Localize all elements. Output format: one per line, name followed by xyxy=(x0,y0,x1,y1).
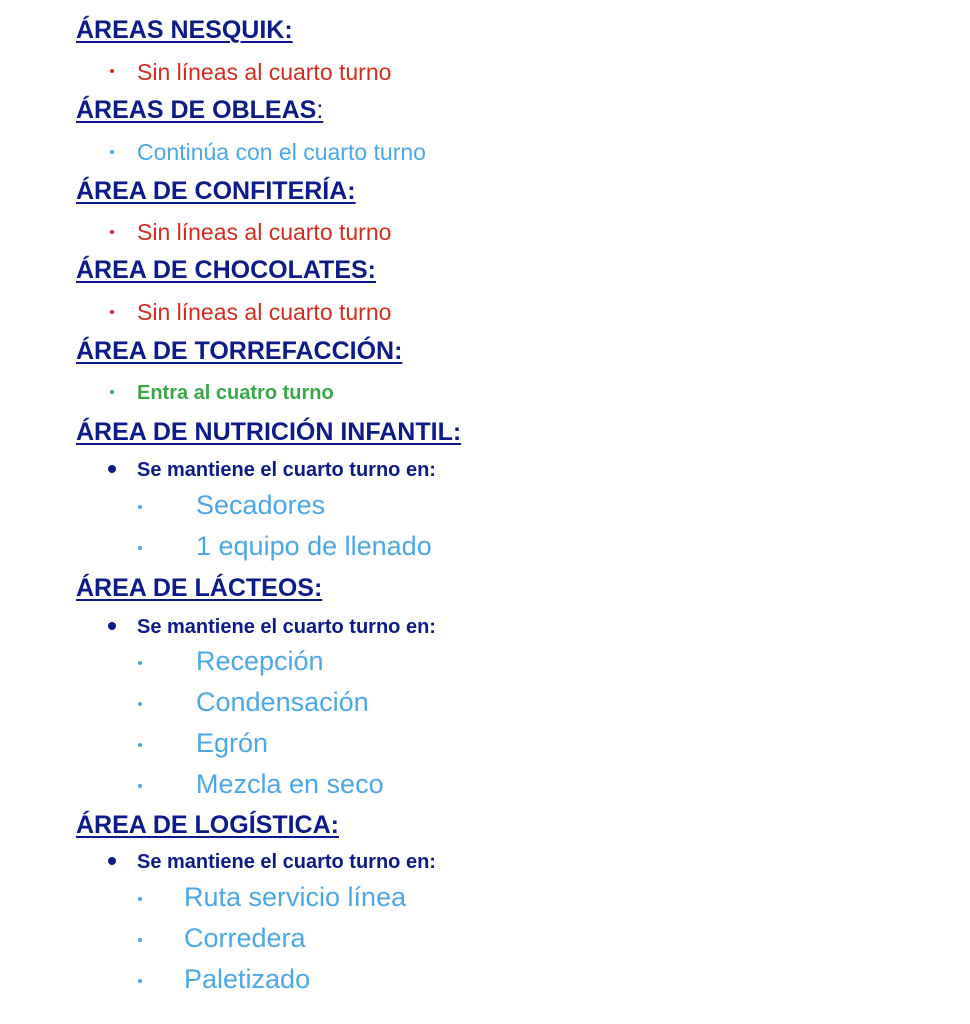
subitem-equipo-llenado: 1 equipo de llenado xyxy=(196,531,432,561)
section-title-logistica: ÁREA DE LOGÍSTICA: xyxy=(76,811,339,839)
subitem-mezcla-seco: Mezcla en seco xyxy=(196,769,384,799)
subheading-nutricion-infantil: Se mantiene el cuarto turno en: xyxy=(137,459,436,481)
bullet-dot-icon xyxy=(110,390,114,394)
item-confiteria: Sin líneas al cuarto turno xyxy=(137,219,392,245)
bullet-dot-icon xyxy=(138,546,142,550)
section-title-torrefaccion: ÁREA DE TORREFACCIÓN: xyxy=(76,337,403,365)
bullet-dot-icon xyxy=(138,505,142,509)
section-title-obleas xyxy=(76,98,323,123)
bullet-dot-icon xyxy=(138,897,142,901)
bullet-dot-icon xyxy=(110,230,114,234)
subitem-secadores: Secadores xyxy=(196,490,326,520)
subheading-lacteos: Se mantiene el cuarto turno en: xyxy=(137,616,436,638)
section-title-obleas-colon: : xyxy=(316,96,324,124)
bullet-dot-icon xyxy=(138,743,142,747)
subitem-egron: Egrón xyxy=(196,728,269,758)
subitem-ruta-servicio: Ruta servicio línea xyxy=(184,882,407,912)
item-obleas: Continúa con el cuarto turno xyxy=(137,139,426,165)
subitem-recepcion: Recepción xyxy=(196,646,324,676)
bullet-dot-icon xyxy=(108,622,116,630)
section-title-nutricion-infantil: ÁREA DE NUTRICIÓN INFANTIL: xyxy=(76,418,462,446)
bullet-dot-icon xyxy=(108,857,116,865)
subheading-logistica: Se mantiene el cuarto turno en: xyxy=(137,851,436,873)
bullet-dot-icon xyxy=(108,465,116,473)
section-title-lacteos: ÁREA DE LÁCTEOS: xyxy=(76,574,323,602)
subitem-corredera: Corredera xyxy=(184,923,306,953)
section-title-confiteria: ÁREA DE CONFITERÍA: xyxy=(76,177,356,205)
section-title-chocolates: ÁREA DE CHOCOLATES: xyxy=(76,256,376,284)
bullet-dot-icon xyxy=(138,979,142,983)
item-nesquik: Sin líneas al cuarto turno xyxy=(137,59,392,85)
bullet-dot-icon xyxy=(110,150,114,154)
item-torrefaccion: Entra al cuatro turno xyxy=(137,382,334,404)
bullet-dot-icon xyxy=(138,661,142,665)
item-chocolates: Sin líneas al cuarto turno xyxy=(137,299,392,325)
bullet-dot-icon xyxy=(110,69,114,73)
bullet-dot-icon xyxy=(138,938,142,942)
subitem-paletizado: Paletizado xyxy=(184,964,311,994)
bullet-dot-icon xyxy=(110,310,114,314)
bullet-dot-icon xyxy=(138,784,142,788)
subitem-condensacion: Condensación xyxy=(196,687,369,717)
section-title-nesquik: ÁREAS NESQUIK: xyxy=(76,16,293,44)
section-title-obleas-text: ÁREAS DE OBLEAS xyxy=(76,96,317,124)
bullet-dot-icon xyxy=(138,702,142,706)
